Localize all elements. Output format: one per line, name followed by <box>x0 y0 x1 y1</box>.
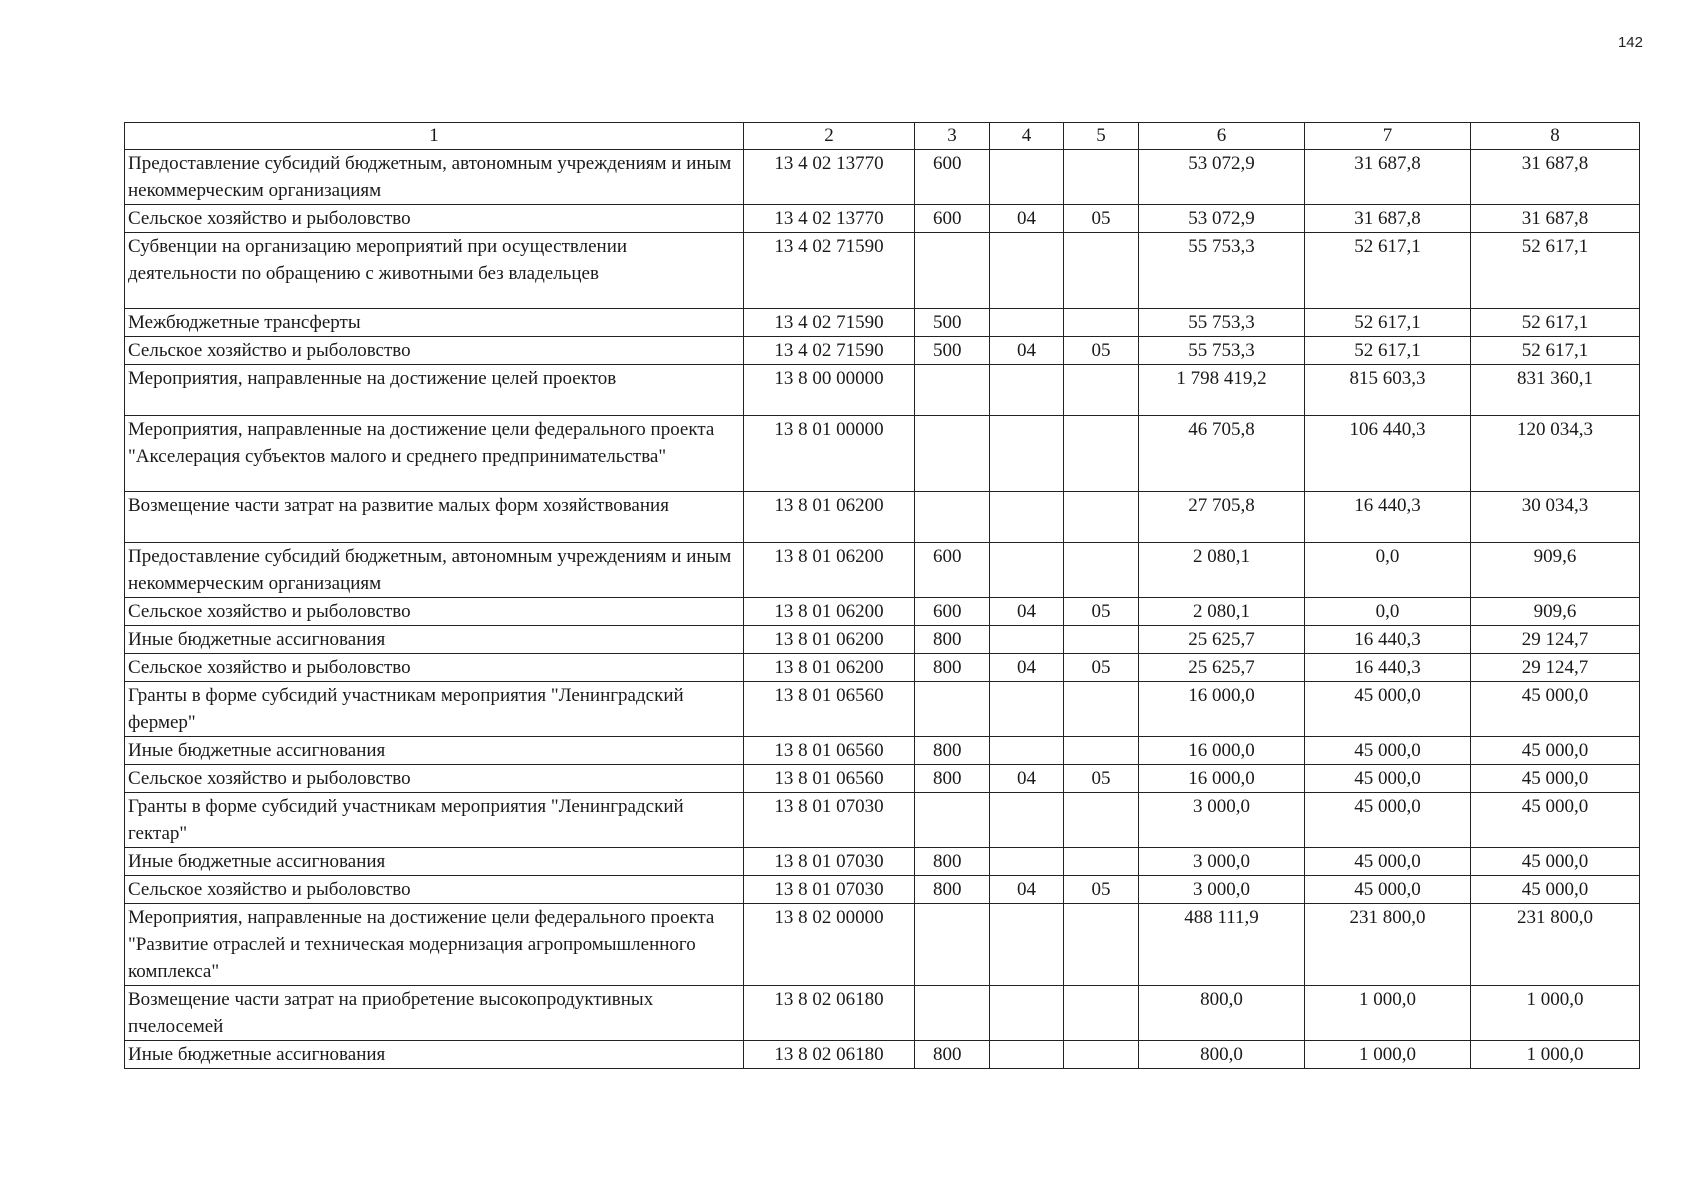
table-row <box>125 205 1640 233</box>
amount-col8-cell: 120 034,3 <box>1471 416 1640 492</box>
amount-col8-cell: 52 617,1 <box>1471 309 1640 337</box>
expense-type-cell <box>915 233 990 309</box>
target-code-cell: 13 4 02 71590 <box>744 309 915 337</box>
table-row <box>125 543 1640 598</box>
expense-type-cell: 800 <box>915 1041 990 1069</box>
item-name-cell: Иные бюджетные ассигнования <box>125 626 744 654</box>
item-name-cell: Иные бюджетные ассигнования <box>125 737 744 765</box>
table-row <box>125 416 1640 492</box>
item-name-cell: Мероприятия, направленные на достижение целей проектов <box>125 365 744 416</box>
amount-col6-cell: 3 000,0 <box>1139 793 1305 848</box>
target-code-cell: 13 8 01 06200 <box>744 626 915 654</box>
item-name-cell: Предоставление субсидий бюджетным, автономным учреждениям и иным некоммерческим организациям <box>125 543 744 598</box>
amount-col8-cell: 52 617,1 <box>1471 233 1640 309</box>
amount-col6-cell: 55 753,3 <box>1139 233 1305 309</box>
section-cell: 04 <box>990 765 1064 793</box>
amount-col8-cell: 45 000,0 <box>1471 737 1640 765</box>
amount-col8-cell: 52 617,1 <box>1471 337 1640 365</box>
column-header: 6 <box>1139 123 1305 150</box>
amount-col7-cell: 815 603,3 <box>1305 365 1471 416</box>
expense-type-cell <box>915 492 990 543</box>
table-row <box>125 793 1640 848</box>
amount-col8-cell: 29 124,7 <box>1471 626 1640 654</box>
section-cell <box>990 737 1064 765</box>
column-header: 7 <box>1305 123 1471 150</box>
subsection-cell: 05 <box>1064 765 1139 793</box>
subsection-cell: 05 <box>1064 205 1139 233</box>
amount-col8-cell: 45 000,0 <box>1471 848 1640 876</box>
expense-type-cell: 600 <box>915 205 990 233</box>
expense-type-cell: 600 <box>915 543 990 598</box>
table-row <box>125 682 1640 737</box>
section-cell: 04 <box>990 654 1064 682</box>
target-code-cell: 13 8 01 07030 <box>744 848 915 876</box>
expense-type-cell: 800 <box>915 765 990 793</box>
section-cell <box>990 543 1064 598</box>
amount-col6-cell: 1 798 419,2 <box>1139 365 1305 416</box>
amount-col6-cell: 16 000,0 <box>1139 737 1305 765</box>
expense-type-cell: 800 <box>915 848 990 876</box>
column-header: 8 <box>1471 123 1640 150</box>
column-header: 3 <box>915 123 990 150</box>
amount-col8-cell: 909,6 <box>1471 543 1640 598</box>
item-name-cell: Гранты в форме субсидий участникам мероприятия "Ленинградский фермер" <box>125 682 744 737</box>
target-code-cell: 13 8 01 07030 <box>744 876 915 904</box>
amount-col7-cell: 45 000,0 <box>1305 682 1471 737</box>
amount-col7-cell: 52 617,1 <box>1305 309 1471 337</box>
table-row <box>125 1041 1640 1069</box>
amount-col8-cell: 31 687,8 <box>1471 150 1640 205</box>
item-name-cell: Возмещение части затрат на приобретение высокопродуктивных пчелосемей <box>125 986 744 1041</box>
column-header: 4 <box>990 123 1064 150</box>
amount-col7-cell: 45 000,0 <box>1305 876 1471 904</box>
amount-col7-cell: 16 440,3 <box>1305 626 1471 654</box>
budget-table <box>124 122 1640 1069</box>
target-code-cell: 13 8 01 00000 <box>744 416 915 492</box>
target-code-cell: 13 4 02 71590 <box>744 337 915 365</box>
amount-col7-cell: 45 000,0 <box>1305 765 1471 793</box>
amount-col6-cell: 2 080,1 <box>1139 598 1305 626</box>
amount-col7-cell: 231 800,0 <box>1305 904 1471 986</box>
amount-col6-cell: 3 000,0 <box>1139 876 1305 904</box>
subsection-cell <box>1064 986 1139 1041</box>
expense-type-cell: 500 <box>915 337 990 365</box>
subsection-cell <box>1064 793 1139 848</box>
expense-type-cell: 600 <box>915 598 990 626</box>
section-cell <box>990 626 1064 654</box>
subsection-cell <box>1064 737 1139 765</box>
amount-col7-cell: 0,0 <box>1305 543 1471 598</box>
amount-col8-cell: 45 000,0 <box>1471 876 1640 904</box>
section-cell <box>990 416 1064 492</box>
amount-col6-cell: 2 080,1 <box>1139 543 1305 598</box>
amount-col6-cell: 53 072,9 <box>1139 205 1305 233</box>
expense-type-cell: 800 <box>915 654 990 682</box>
amount-col6-cell: 16 000,0 <box>1139 765 1305 793</box>
item-name-cell: Мероприятия, направленные на достижение цели федерального проекта "Развитие отраслей и техническая модернизация агропромышленного комплекса" <box>125 904 744 986</box>
table-row <box>125 876 1640 904</box>
section-cell <box>990 365 1064 416</box>
item-name-cell: Предоставление субсидий бюджетным, автономным учреждениям и иным некоммерческим организациям <box>125 150 744 205</box>
amount-col8-cell: 30 034,3 <box>1471 492 1640 543</box>
amount-col6-cell: 800,0 <box>1139 986 1305 1041</box>
amount-col7-cell: 1 000,0 <box>1305 1041 1471 1069</box>
amount-col6-cell: 25 625,7 <box>1139 654 1305 682</box>
amount-col8-cell: 831 360,1 <box>1471 365 1640 416</box>
amount-col6-cell: 16 000,0 <box>1139 682 1305 737</box>
table-row <box>125 626 1640 654</box>
target-code-cell: 13 8 02 00000 <box>744 904 915 986</box>
amount-col6-cell: 800,0 <box>1139 1041 1305 1069</box>
section-cell: 04 <box>990 205 1064 233</box>
item-name-cell: Сельское хозяйство и рыболовство <box>125 876 744 904</box>
subsection-cell <box>1064 848 1139 876</box>
column-header: 1 <box>125 123 744 150</box>
section-cell: 04 <box>990 876 1064 904</box>
amount-col6-cell: 488 111,9 <box>1139 904 1305 986</box>
expense-type-cell <box>915 986 990 1041</box>
table-header-row <box>125 123 1640 150</box>
column-header: 2 <box>744 123 915 150</box>
expense-type-cell <box>915 904 990 986</box>
column-header: 5 <box>1064 123 1139 150</box>
section-cell <box>990 309 1064 337</box>
amount-col8-cell: 231 800,0 <box>1471 904 1640 986</box>
section-cell <box>990 793 1064 848</box>
target-code-cell: 13 4 02 13770 <box>744 150 915 205</box>
expense-type-cell: 800 <box>915 876 990 904</box>
amount-col7-cell: 106 440,3 <box>1305 416 1471 492</box>
item-name-cell: Мероприятия, направленные на достижение цели федерального проекта "Акселерация субъектов малого и среднего предпринимательства" <box>125 416 744 492</box>
amount-col6-cell: 55 753,3 <box>1139 337 1305 365</box>
subsection-cell <box>1064 492 1139 543</box>
target-code-cell: 13 8 01 06560 <box>744 682 915 737</box>
page-number: 142 <box>1617 34 1643 51</box>
subsection-cell <box>1064 543 1139 598</box>
target-code-cell: 13 8 02 06180 <box>744 1041 915 1069</box>
target-code-cell: 13 8 01 07030 <box>744 793 915 848</box>
expense-type-cell <box>915 682 990 737</box>
section-cell <box>990 848 1064 876</box>
amount-col7-cell: 45 000,0 <box>1305 793 1471 848</box>
amount-col7-cell: 16 440,3 <box>1305 492 1471 543</box>
amount-col7-cell: 0,0 <box>1305 598 1471 626</box>
table-row <box>125 337 1640 365</box>
table-row <box>125 986 1640 1041</box>
item-name-cell: Гранты в форме субсидий участникам мероприятия "Ленинградский гектар" <box>125 793 744 848</box>
amount-col6-cell: 46 705,8 <box>1139 416 1305 492</box>
section-cell <box>990 150 1064 205</box>
subsection-cell: 05 <box>1064 876 1139 904</box>
amount-col6-cell: 3 000,0 <box>1139 848 1305 876</box>
item-name-cell: Сельское хозяйство и рыболовство <box>125 205 744 233</box>
amount-col6-cell: 25 625,7 <box>1139 626 1305 654</box>
item-name-cell: Сельское хозяйство и рыболовство <box>125 765 744 793</box>
table-row <box>125 233 1640 309</box>
expense-type-cell <box>915 793 990 848</box>
item-name-cell: Сельское хозяйство и рыболовство <box>125 654 744 682</box>
amount-col7-cell: 52 617,1 <box>1305 233 1471 309</box>
subsection-cell <box>1064 309 1139 337</box>
subsection-cell <box>1064 626 1139 654</box>
item-name-cell: Межбюджетные трансферты <box>125 309 744 337</box>
section-cell <box>990 986 1064 1041</box>
amount-col6-cell: 53 072,9 <box>1139 150 1305 205</box>
item-name-cell: Иные бюджетные ассигнования <box>125 1041 744 1069</box>
table-row <box>125 492 1640 543</box>
section-cell: 04 <box>990 598 1064 626</box>
section-cell <box>990 904 1064 986</box>
amount-col7-cell: 31 687,8 <box>1305 150 1471 205</box>
section-cell: 04 <box>990 337 1064 365</box>
subsection-cell <box>1064 365 1139 416</box>
table-row <box>125 365 1640 416</box>
amount-col7-cell: 1 000,0 <box>1305 986 1471 1041</box>
target-code-cell: 13 8 01 06200 <box>744 598 915 626</box>
item-name-cell: Возмещение части затрат на развитие малых форм хозяйствования <box>125 492 744 543</box>
subsection-cell: 05 <box>1064 654 1139 682</box>
table-row <box>125 598 1640 626</box>
table-row <box>125 150 1640 205</box>
amount-col7-cell: 45 000,0 <box>1305 848 1471 876</box>
subsection-cell <box>1064 233 1139 309</box>
table-row <box>125 904 1640 986</box>
table-row <box>125 654 1640 682</box>
target-code-cell: 13 4 02 13770 <box>744 205 915 233</box>
amount-col8-cell: 29 124,7 <box>1471 654 1640 682</box>
target-code-cell: 13 8 01 06200 <box>744 492 915 543</box>
expense-type-cell: 800 <box>915 737 990 765</box>
target-code-cell: 13 8 01 06200 <box>744 654 915 682</box>
table-row <box>125 848 1640 876</box>
target-code-cell: 13 8 01 06560 <box>744 765 915 793</box>
item-name-cell: Субвенции на организацию мероприятий при осуществлении деятельности по обращению с животными без владельцев <box>125 233 744 309</box>
subsection-cell <box>1064 150 1139 205</box>
amount-col6-cell: 27 705,8 <box>1139 492 1305 543</box>
expense-type-cell <box>915 416 990 492</box>
target-code-cell: 13 4 02 71590 <box>744 233 915 309</box>
table-row <box>125 737 1640 765</box>
amount-col8-cell: 31 687,8 <box>1471 205 1640 233</box>
subsection-cell <box>1064 904 1139 986</box>
amount-col8-cell: 45 000,0 <box>1471 682 1640 737</box>
amount-col8-cell: 909,6 <box>1471 598 1640 626</box>
expense-type-cell: 600 <box>915 150 990 205</box>
amount-col7-cell: 52 617,1 <box>1305 337 1471 365</box>
amount-col8-cell: 45 000,0 <box>1471 765 1640 793</box>
expense-type-cell: 500 <box>915 309 990 337</box>
section-cell <box>990 682 1064 737</box>
item-name-cell: Сельское хозяйство и рыболовство <box>125 337 744 365</box>
item-name-cell: Сельское хозяйство и рыболовство <box>125 598 744 626</box>
expense-type-cell: 800 <box>915 626 990 654</box>
subsection-cell <box>1064 682 1139 737</box>
amount-col7-cell: 16 440,3 <box>1305 654 1471 682</box>
target-code-cell: 13 8 01 06560 <box>744 737 915 765</box>
item-name-cell: Иные бюджетные ассигнования <box>125 848 744 876</box>
amount-col8-cell: 45 000,0 <box>1471 793 1640 848</box>
subsection-cell: 05 <box>1064 337 1139 365</box>
section-cell <box>990 1041 1064 1069</box>
target-code-cell: 13 8 01 06200 <box>744 543 915 598</box>
amount-col7-cell: 45 000,0 <box>1305 737 1471 765</box>
amount-col7-cell: 31 687,8 <box>1305 205 1471 233</box>
subsection-cell <box>1064 1041 1139 1069</box>
target-code-cell: 13 8 00 00000 <box>744 365 915 416</box>
table-row <box>125 309 1640 337</box>
expense-type-cell <box>915 365 990 416</box>
section-cell <box>990 492 1064 543</box>
section-cell <box>990 233 1064 309</box>
subsection-cell <box>1064 416 1139 492</box>
subsection-cell: 05 <box>1064 598 1139 626</box>
amount-col6-cell: 55 753,3 <box>1139 309 1305 337</box>
table-row <box>125 765 1640 793</box>
amount-col8-cell: 1 000,0 <box>1471 1041 1640 1069</box>
target-code-cell: 13 8 02 06180 <box>744 986 915 1041</box>
amount-col8-cell: 1 000,0 <box>1471 986 1640 1041</box>
